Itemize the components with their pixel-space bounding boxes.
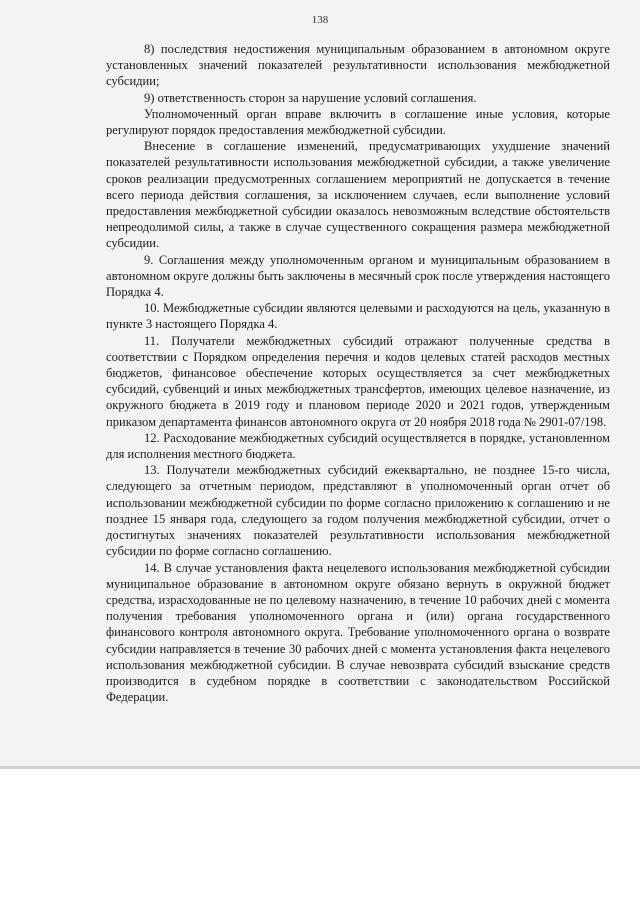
paragraph-clause-13: 13. Получатели межбюджетных субсидий ежеквартально, не позднее 15-го числа, следующего за отчетным периодом, представляют в уполномоченный орган отчет об использовании межбюджетной субсидии по форме согласно приложению к соглашению и не позднее 15 января года, следующего за годом получения межбюджетной субсидии, отчет о достигнутых значениях показателей результативности использования межбюджетной субсидии по форме согласно соглашению. xyxy=(106,463,610,559)
paragraph-clause-11: 11. Получатели межбюджетных субсидий отражают полученные средства в соответствии с Порядком определения перечня и кодов целевых статей расходов местных бюджетов, финансовое обеспечение которых осуществляется за счет межбюджетных субсидий, субвенций и иных межбюджетных трансфертов, имеющих целевое назначение, из окружного бюджета в 2019 году и плановом периоде 2020 и 2021 годов, утвержденным приказом департамента финансов автономного округа от 20 ноября 2018 года № 2901-07/198. xyxy=(106,333,610,429)
paragraph-item-9: 9) ответственность сторон за нарушение условий соглашения. xyxy=(144,90,477,105)
paragraph-clause-14: 14. В случае установления факта нецелевого использования межбюджетной субсидии муниципальное образование в автономном округе обязано вернуть в окружной бюджет средства, израсходованные не по целевому назначению, в течение 10 рабочих дней с момента получения требования уполномоченного органа и (или) органа государственного финансового контроля автономного округа. Требование уполномоченного органа о возврате субсидии направляется в течение 30 рабочих дней с момента установления факта нецелевого использования межбюджетной субсидии. В случае невозврата субсидий взыскание средств производится в судебном порядке в соответствии с законодательством Российской Федерации. xyxy=(106,560,610,705)
paragraph-agreement-amendments: Внесение в соглашение изменений, предусматривающих ухудшение значений показателей результативности использования межбюджетной субсидии, а также увеличение сроков реализации предусмотренных соглашением мероприятий не допускается в течение всего периода действия соглашения, за исключением случаев, если выполнение условий предоставления межбюджетной субсидии оказалось невозможным вследствие обстоятельств непреодолимой силы, а также в случае существенного сокращения размера межбюджетной субсидии. xyxy=(106,139,610,251)
paragraph-clause-12: 12. Расходование межбюджетных субсидий осуществляется в порядке, установленном для исполнения местного бюджета. xyxy=(106,430,610,462)
paragraph-item-8: 8) последствия недостижения муниципальным образованием в автономном округе установленных значений показателей результативности использования межбюджетной субсидии; xyxy=(106,42,610,89)
scan-bottom-edge xyxy=(0,766,640,769)
document-body xyxy=(106,41,610,705)
paragraph-clause-9: 9. Соглашения между уполномоченным органом и муниципальным образованием в автономном округе должны быть заключены в месячный срок после утверждения настоящего Порядка 4. xyxy=(106,252,610,300)
paragraph-additional-conditions: Уполномоченный орган вправе включить в соглашение иные условия, которые регулируют порядок предоставления межбюджетной субсидии. xyxy=(106,106,610,138)
page-number: 138 xyxy=(311,14,329,26)
paragraph-clause-10: 10. Межбюджетные субсидии являются целевыми и расходуются на цель, указанную в пункте 3 настоящего Порядка 4. xyxy=(106,301,610,332)
